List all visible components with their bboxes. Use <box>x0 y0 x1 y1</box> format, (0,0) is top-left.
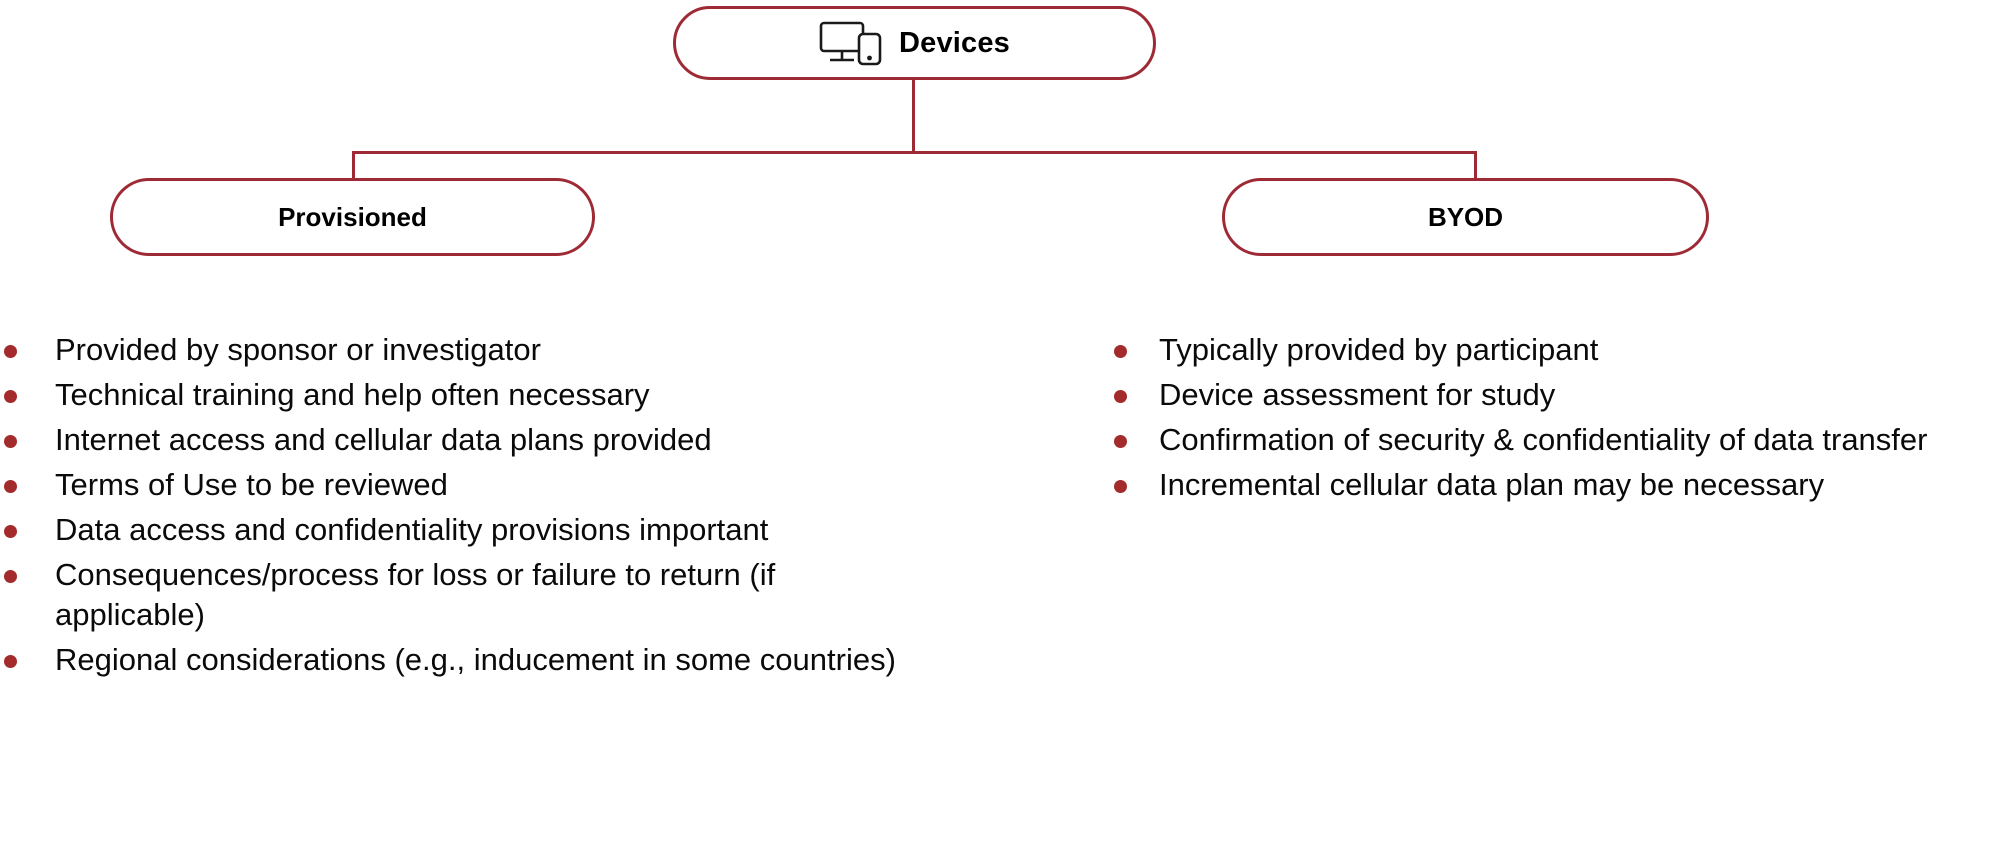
list-item <box>1108 375 2000 416</box>
bullet-icon <box>4 525 17 538</box>
bullet-icon <box>1114 435 1127 448</box>
list-item-text: Incremental cellular data plan may be necessary <box>1159 466 1825 502</box>
byod-bullet-list <box>1108 330 2000 510</box>
list-item <box>0 375 930 416</box>
list-item-text: Technical training and help often necessary <box>55 376 650 412</box>
list-item-text: Device assessment for study <box>1159 376 1556 412</box>
bullet-icon <box>4 390 17 403</box>
list-item <box>0 465 930 506</box>
connector-horizontal <box>352 151 1477 154</box>
bullet-icon <box>4 655 17 668</box>
list-item-text: Internet access and cellular data plans provided <box>55 421 712 457</box>
list-item <box>0 640 930 681</box>
list-item-text: Typically provided by participant <box>1159 332 1599 367</box>
list-item <box>0 510 930 551</box>
list-item <box>1108 420 2000 461</box>
bullet-icon <box>4 480 17 493</box>
list-item-text: Regional considerations (e.g., inducement in some countries) <box>55 642 896 678</box>
list-item-text: Confirmation of security & confidentiality of data transfer <box>1159 421 1928 457</box>
bullet-icon <box>4 570 17 583</box>
list-item <box>0 555 930 637</box>
monitor-and-phone-icon <box>819 20 883 66</box>
node-devices-label: Devices <box>898 26 1011 59</box>
list-item-text: Provided by sponsor or investigator <box>55 332 541 367</box>
list-item <box>0 420 930 461</box>
list-item <box>0 330 930 371</box>
provisioned-bullet-list <box>0 330 930 685</box>
connector-root-vertical <box>912 80 915 153</box>
list-item-text: Terms of Use to be reviewed <box>55 466 448 502</box>
node-devices[interactable] <box>673 6 1156 80</box>
bullet-icon <box>4 345 17 358</box>
node-provisioned-label: Provisioned <box>278 201 427 232</box>
bullet-icon <box>1114 390 1127 403</box>
connector-left-vertical <box>352 151 355 180</box>
bullet-icon <box>1114 345 1127 358</box>
list-item-text: Data access and confidentiality provisions important <box>55 511 769 547</box>
bullet-icon <box>4 435 17 448</box>
node-byod[interactable] <box>1222 178 1709 256</box>
list-item <box>1108 330 2000 371</box>
connector-right-vertical <box>1474 151 1477 180</box>
list-item <box>1108 465 2000 506</box>
bullet-icon <box>1114 480 1127 493</box>
list-item-text: Consequences/process for loss or failure to return (if applicable) <box>55 556 776 633</box>
node-byod-label: BYOD <box>1427 201 1504 232</box>
node-provisioned[interactable] <box>110 178 595 256</box>
